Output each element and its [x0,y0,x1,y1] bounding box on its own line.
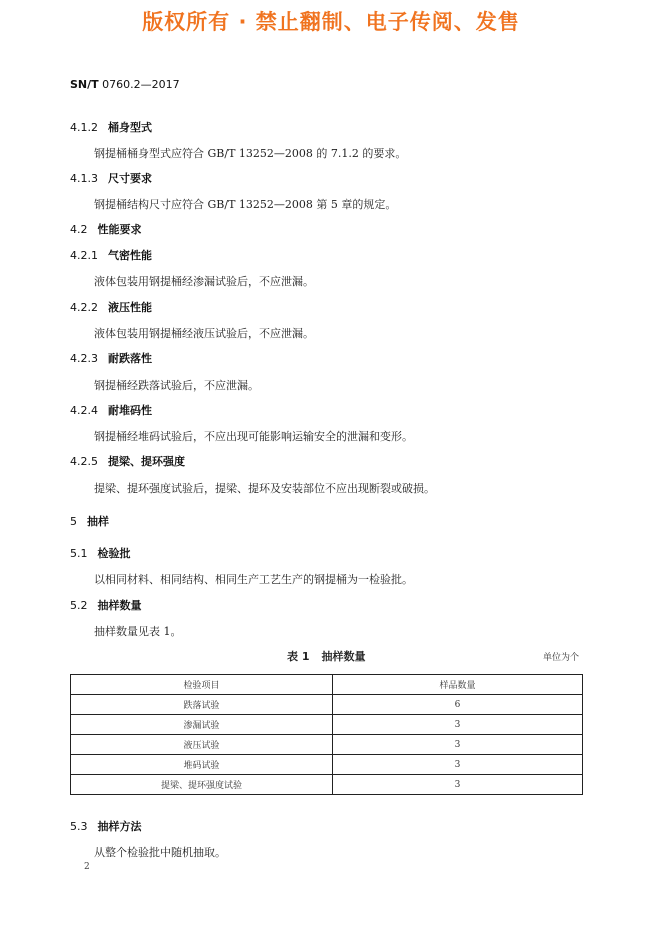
section-heading-5 [70,513,109,529]
table-row [71,735,583,755]
table-cell-item: 渗漏试验 [71,715,333,735]
section-number: 5.2 [70,599,88,612]
table-cell-item: 液压试验 [71,735,333,755]
section-heading-5-1 [70,545,131,561]
section-title: 耐跌落性 [108,352,152,365]
table-row [71,715,583,735]
section-title: 抽样方法 [97,820,142,833]
section-number: 4.2.5 [70,455,98,468]
paragraph: 以相同材料、相同结构、相同生产工艺生产的钢提桶为一检验批。 [94,573,413,586]
section-title: 提梁、提环强度 [108,455,185,468]
section-title: 检验批 [97,547,131,560]
section-number: 4.2.3 [70,352,98,365]
paragraph: 钢提桶经堆码试验后，不应出现可能影响运输安全的泄漏和变形。 [94,430,413,443]
table-header-row [71,675,583,695]
section-number: 4.1.3 [70,172,98,185]
section-title: 液压性能 [108,301,152,314]
section-title: 桶身型式 [108,121,152,134]
paragraph: 钢提桶桶身型式应符合 GB/T 13252—2008 的 7.1.2 的要求。 [94,147,407,160]
section-title: 尺寸要求 [108,172,152,185]
section-title: 抽样数量 [97,599,142,612]
section-heading-4-2 [70,221,142,237]
table-row [71,695,583,715]
section-heading-4-2-4 [70,402,152,418]
table-cell-item: 跌落试验 [71,695,333,715]
section-heading-4-1-3 [70,170,152,186]
section-number: 4.2.1 [70,249,98,262]
table-number: 表 1 [287,650,310,663]
section-heading-4-1-2 [70,119,152,135]
table-caption [287,648,365,664]
section-number: 5 [70,515,77,528]
section-title: 气密性能 [108,249,152,262]
table-cell-quantity: 3 [333,775,583,795]
standard-number-prefix: SN/T [70,78,99,91]
paragraph: 从整个检验批中随机抽取。 [94,846,226,859]
paragraph: 提梁、提环强度试验后，提梁、提环及安装部位不应出现断裂或破损。 [94,482,435,495]
section-title: 性能要求 [97,223,142,236]
paragraph: 液体包装用钢提桶经渗漏试验后，不应泄漏。 [94,275,314,288]
table-cell-quantity: 6 [333,695,583,715]
section-heading-4-2-1 [70,247,152,263]
paragraph: 抽样数量见表 1。 [94,625,182,638]
section-number: 4.2.4 [70,404,98,417]
section-heading-4-2-2 [70,299,152,315]
section-heading-5-3 [70,818,142,834]
sampling-table [70,674,583,795]
table-header-cell: 样品数量 [333,675,583,695]
section-number: 5.1 [70,547,88,560]
paragraph: 液体包装用钢提桶经液压试验后，不应泄漏。 [94,327,314,340]
section-heading-5-2 [70,597,142,613]
section-number: 4.2 [70,223,88,236]
copyright-watermark: 版权所有 · 禁止翻制、电子传阅、发售 [142,10,520,34]
table-header-cell: 检验项目 [71,675,333,695]
table-cell-item: 提梁、提环强度试验 [71,775,333,795]
paragraph: 钢提桶结构尺寸应符合 GB/T 13252—2008 第 5 章的规定。 [94,198,397,211]
section-heading-4-2-5 [70,453,185,469]
table-cell-quantity: 3 [333,755,583,775]
table-cell-item: 堆码试验 [71,755,333,775]
section-number: 4.1.2 [70,121,98,134]
section-number: 5.3 [70,820,88,833]
section-title: 耐堆码性 [108,404,152,417]
table-row [71,775,583,795]
table-row [71,755,583,775]
section-title: 抽样 [87,515,109,528]
page-number: 2 [84,862,90,872]
section-heading-4-2-3 [70,350,152,366]
table-cell-quantity: 3 [333,715,583,735]
standard-number-rest: 0760.2—2017 [102,78,180,91]
table-unit-note: 单位为个 [543,653,580,663]
table-title: 抽样数量 [321,650,366,663]
section-number: 4.2.2 [70,301,98,314]
standard-number [70,78,180,91]
table-cell-quantity: 3 [333,735,583,755]
paragraph: 钢提桶经跌落试验后，不应泄漏。 [94,379,259,392]
